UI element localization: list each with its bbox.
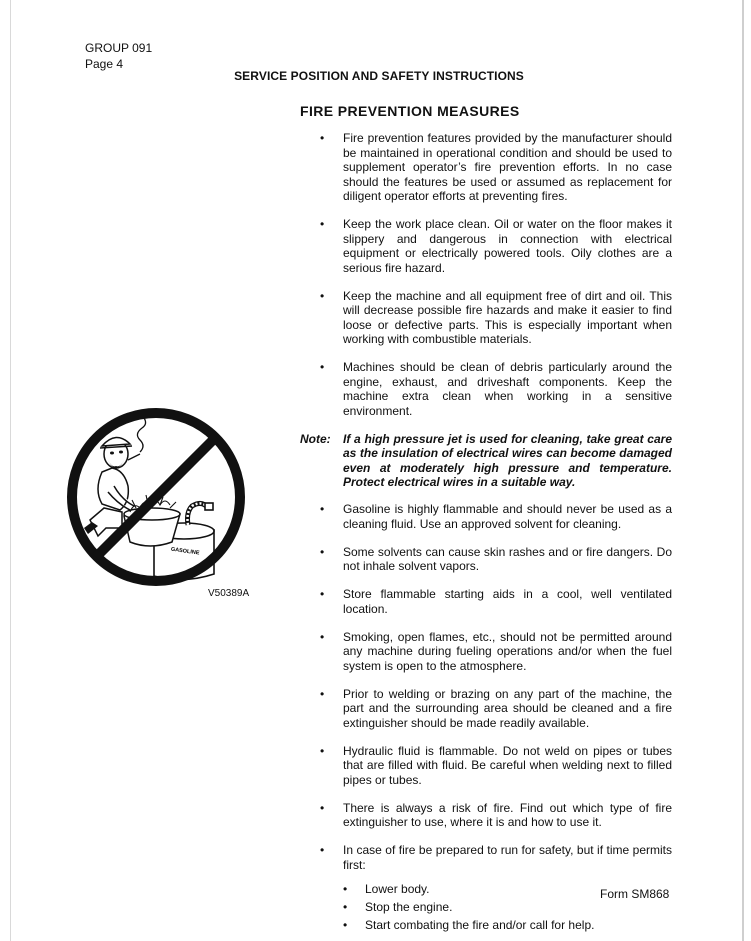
- bullet-dot: •: [343, 881, 348, 896]
- list-item: [320, 630, 672, 674]
- bullet-dot: •: [320, 131, 325, 145]
- page-number: Page 4: [85, 57, 124, 71]
- list-item-text: Keep the machine and all equipment free of dirt and oil. This will decrease possible fire hazards and make it easier to find loose or defective parts. This is especially important when working with combustible materials.: [343, 288, 672, 346]
- bullet-dot: •: [320, 544, 325, 559]
- list-item-text: Store flammable starting aids in a cool, well ventilated location.: [343, 587, 672, 616]
- list-item: [320, 217, 672, 275]
- list-item-text: In case of fire be prepared to run for safety, but if time permits first:: [343, 843, 672, 872]
- bullet-dot: •: [320, 743, 325, 758]
- list-item: [320, 744, 672, 788]
- list-item-text: Gasoline is highly flammable and should never be used as a cleaning fluid. Use an approved solvent for cleaning.: [343, 502, 672, 531]
- list-item: [320, 289, 672, 347]
- bullet-dot: •: [343, 917, 348, 932]
- list-item: [320, 360, 672, 418]
- page-title: FIRE PREVENTION MEASURES: [300, 103, 520, 119]
- sub-list-item-text: Lower body.: [365, 881, 430, 896]
- note-block: [300, 432, 672, 490]
- bullet-dot: •: [320, 800, 325, 815]
- bullet-dot: •: [320, 502, 325, 516]
- list-item: [320, 587, 672, 616]
- page-edge-right: [742, 0, 744, 941]
- note-label: Note:: [300, 431, 331, 446]
- bullet-dot: •: [320, 587, 325, 601]
- no-gasoline-cleaning-prohibition-icon: [62, 404, 250, 590]
- list-item-text: Smoking, open flames, etc., should not be permitted around any machine during fueling operations and/or when the fuel system is open to the atmosphere.: [343, 629, 672, 673]
- bullet-dot: •: [320, 217, 325, 231]
- bullet-dot: •: [320, 686, 325, 701]
- list-item: [320, 502, 672, 531]
- list-item: [320, 545, 672, 574]
- gasoline-can-label: GASOLINE: [170, 546, 200, 557]
- list-item-text: Fire prevention features provided by the manufacturer should be maintained in operational condition and should be used to supplement operator’s fire prevention efforts. In no case should the features be used or assumed as replacement for diligent operator efforts at preventing fires.: [343, 131, 672, 203]
- figure-caption: V50389A: [208, 588, 250, 599]
- bullet-dot: •: [320, 843, 325, 857]
- form-number: Form SM868: [600, 887, 670, 901]
- list-item-text: Hydraulic fluid is flammable. Do not weld on pipes or tubes that are filled with fluid. Be careful when welding next to filled pipes or tubes.: [343, 743, 672, 787]
- list-item: [320, 131, 672, 204]
- list-item-text: There is always a risk of fire. Find out which type of fire extinguisher to use, where it is and how to use it.: [343, 800, 672, 829]
- bullet-dot: •: [343, 899, 348, 914]
- list-item-text: Keep the work place clean. Oil or water on the floor makes it slippery and dangerous in connection with electrical equipment or electrically powered tools. Oily clothes are a serious fire hazard.: [343, 217, 672, 275]
- list-item: [320, 801, 672, 830]
- list-item-text: Prior to welding or brazing on any part of the machine, the part and the surrounding area should be cleaned and a fire extinguisher should be made readily available.: [343, 686, 672, 730]
- fire-prevention-list: [300, 131, 672, 936]
- bullet-dot: •: [320, 288, 325, 303]
- bullet-dot: •: [320, 360, 325, 374]
- group-label: GROUP 091: [85, 41, 153, 55]
- bullet-dot: •: [320, 629, 325, 644]
- note-text: If a high pressure jet is used for cleaning, take great care as the insulation of electrical wires can become damaged even at moderately high pressure and temperature. Protect electrical wires in a suitable way.: [343, 431, 672, 489]
- list-item: [320, 843, 672, 872]
- section-title: SERVICE POSITION AND SAFETY INSTRUCTIONS: [234, 69, 524, 83]
- list-item: [320, 687, 672, 731]
- sub-list-item: [343, 900, 672, 915]
- sub-list-item-text: Stop the engine.: [365, 899, 453, 914]
- page-edge-left: [10, 0, 11, 941]
- list-item-text: Some solvents can cause skin rashes and or fire dangers. Do not inhale solvent vapors.: [343, 544, 672, 573]
- sub-list-item-text: Start combating the fire and/or call for help.: [365, 917, 595, 932]
- sub-list-item: [343, 918, 672, 933]
- list-item-text: Machines should be clean of debris particularly around the engine, exhaust, and driveshaft components. Keep the machine extra clean when working in a sensitive environment.: [343, 360, 672, 418]
